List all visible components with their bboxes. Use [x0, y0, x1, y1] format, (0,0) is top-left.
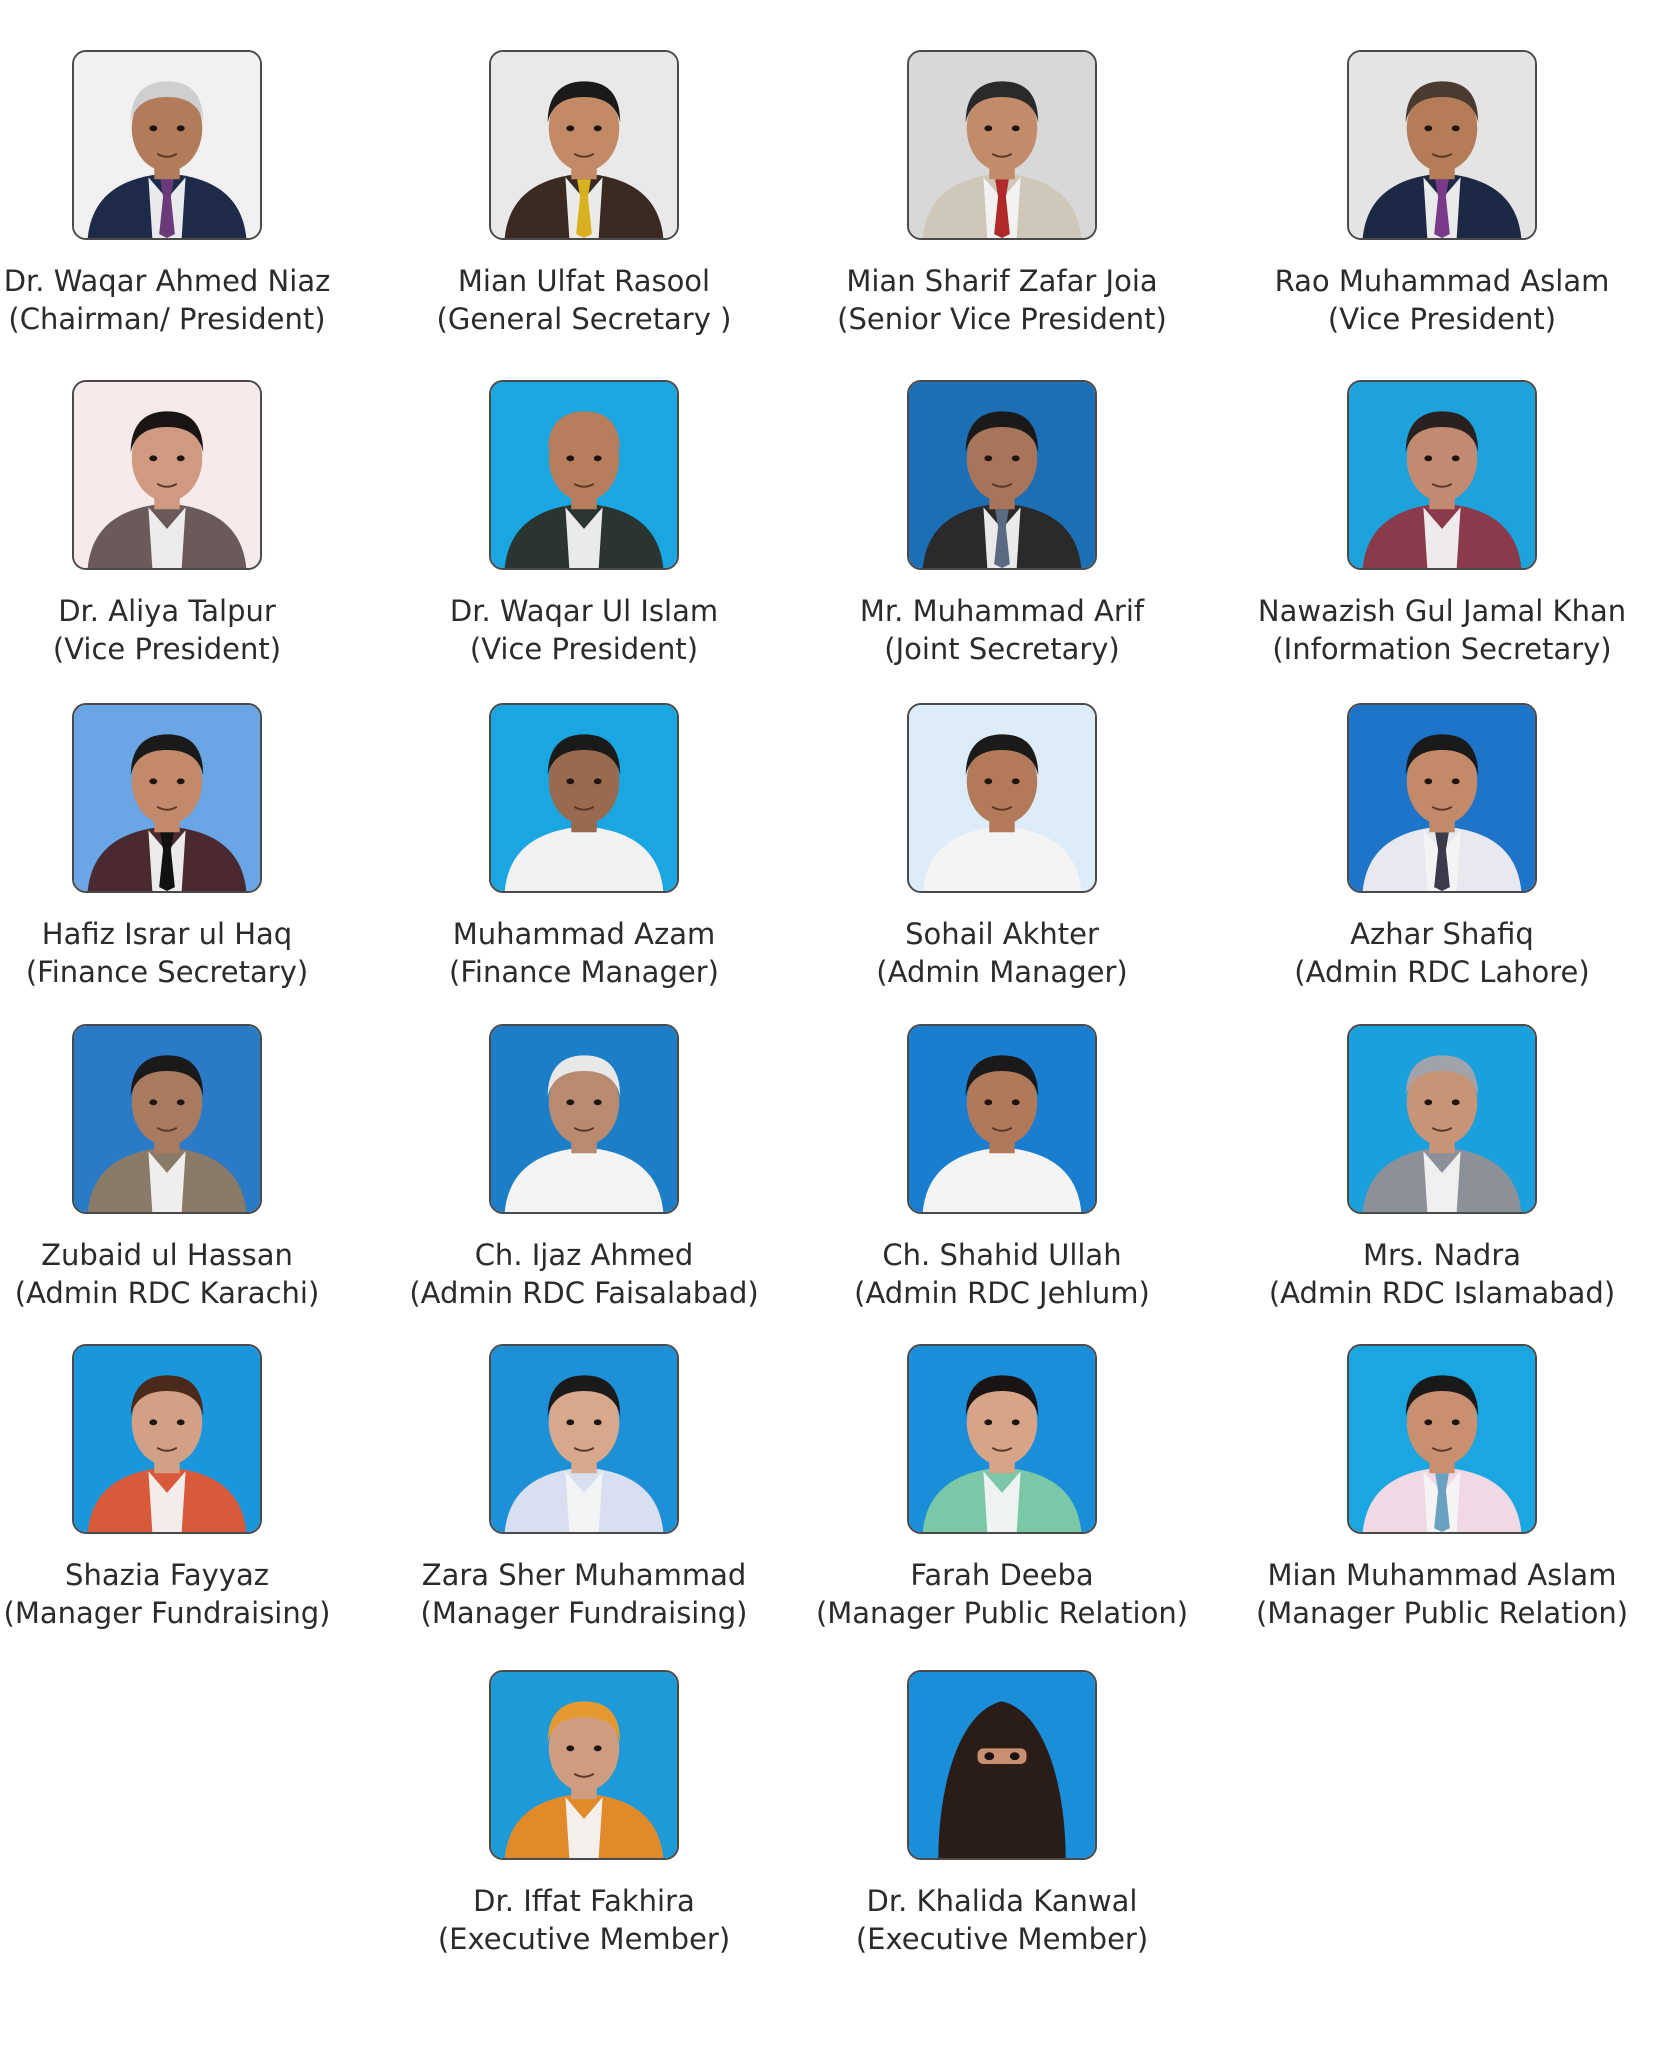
portrait-svg	[909, 1672, 1095, 1858]
member-role: (Joint Secretary)	[884, 632, 1120, 666]
member-name: Mrs. Nadra	[1362, 1238, 1522, 1272]
member-photo	[489, 703, 679, 893]
member-role: (Manager Fundraising)	[420, 1596, 748, 1630]
member-card	[0, 1344, 377, 1632]
member-role: (Admin Manager)	[876, 955, 1128, 989]
member-role: (Vice President)	[1327, 302, 1557, 336]
member-role: (Vice President)	[469, 632, 699, 666]
portrait-svg	[1349, 382, 1535, 568]
member-photo	[1347, 380, 1537, 570]
portrait-svg	[74, 1346, 260, 1532]
member-name: Mr. Muhammad Arif	[859, 594, 1145, 628]
member-name: Ch. Shahid Ullah	[882, 1238, 1122, 1272]
member-card	[374, 1344, 794, 1632]
member-card	[1232, 703, 1652, 991]
member-name: Mian Sharif Zafar Joia	[846, 264, 1158, 298]
member-card	[1232, 1024, 1652, 1312]
member-name: Mian Muhammad Aslam	[1267, 1558, 1617, 1592]
member-photo	[1347, 1024, 1537, 1214]
member-name: Shazia Fayyaz	[65, 1558, 269, 1592]
member-card	[0, 1024, 377, 1312]
member-role: (Executive Member)	[437, 1922, 731, 1956]
member-photo	[489, 1344, 679, 1534]
member-role: (Finance Manager)	[449, 955, 719, 989]
member-role: (Vice President)	[52, 632, 282, 666]
member-role: (Admin RDC Lahore)	[1294, 955, 1590, 989]
member-photo	[489, 1024, 679, 1214]
member-role: (Admin RDC Islamabad)	[1268, 1276, 1616, 1310]
portrait-svg	[909, 705, 1095, 891]
member-name: Dr. Aliya Talpur	[58, 594, 276, 628]
portrait-svg	[909, 1026, 1095, 1212]
member-photo	[1347, 1344, 1537, 1534]
member-photo	[72, 1024, 262, 1214]
member-photo	[907, 703, 1097, 893]
member-role: (Senior Vice President)	[837, 302, 1167, 336]
member-role: (Information Secretary)	[1272, 632, 1612, 666]
portrait-svg	[74, 1026, 260, 1212]
member-role: (Executive Member)	[855, 1922, 1149, 1956]
member-name: Dr. Waqar Ul Islam	[449, 594, 719, 628]
portrait-svg	[1349, 52, 1535, 238]
member-role: (Finance Secretary)	[25, 955, 309, 989]
member-card	[1232, 50, 1652, 338]
portrait-svg	[491, 52, 677, 238]
member-name: Hafiz Israr ul Haq	[41, 917, 293, 951]
member-role: (Admin RDC Karachi)	[14, 1276, 320, 1310]
member-card	[0, 380, 377, 668]
member-card	[792, 380, 1212, 668]
member-role: (Manager Public Relation)	[1255, 1596, 1629, 1630]
member-name: Zubaid ul Hassan	[41, 1238, 293, 1272]
member-name: Muhammad Azam	[452, 917, 716, 951]
member-name: Rao Muhammad Aslam	[1274, 264, 1610, 298]
portrait-svg	[909, 1346, 1095, 1532]
member-name: Zara Sher Muhammad	[421, 1558, 747, 1592]
member-card	[374, 380, 794, 668]
portrait-svg	[909, 52, 1095, 238]
member-photo	[907, 1344, 1097, 1534]
portrait-svg	[74, 705, 260, 891]
member-role: (Manager Public Relation)	[815, 1596, 1189, 1630]
member-photo	[907, 1024, 1097, 1214]
member-name: Sohail Akhter	[905, 917, 1099, 951]
member-role: (Chairman/ President)	[8, 302, 326, 336]
portrait-svg	[909, 382, 1095, 568]
member-name: Mian Ulfat Rasool	[457, 264, 711, 298]
member-card	[374, 50, 794, 338]
member-photo	[1347, 703, 1537, 893]
member-card	[374, 1024, 794, 1312]
member-card	[374, 703, 794, 991]
member-role: (Admin RDC Faisalabad)	[409, 1276, 759, 1310]
member-card	[1232, 380, 1652, 668]
member-role: (Admin RDC Jehlum)	[854, 1276, 1150, 1310]
member-photo	[907, 1670, 1097, 1860]
member-photo	[489, 50, 679, 240]
member-card	[792, 703, 1212, 991]
member-name: Dr. Khalida Kanwal	[866, 1884, 1138, 1918]
member-photo	[489, 1670, 679, 1860]
member-photo	[907, 380, 1097, 570]
portrait-svg	[491, 1026, 677, 1212]
member-card	[374, 1670, 794, 1958]
member-name: Farah Deeba	[910, 1558, 1094, 1592]
member-card	[1232, 1344, 1652, 1632]
member-role: (Manager Fundraising)	[3, 1596, 331, 1630]
member-card	[0, 50, 377, 338]
member-photo	[1347, 50, 1537, 240]
portrait-svg	[491, 1346, 677, 1532]
member-photo	[72, 703, 262, 893]
portrait-svg	[1349, 1346, 1535, 1532]
member-card	[792, 1670, 1212, 1958]
member-card	[0, 703, 377, 991]
member-name: Dr. Waqar Ahmed Niaz	[3, 264, 331, 298]
member-photo	[489, 380, 679, 570]
member-name: Nawazish Gul Jamal Khan	[1257, 594, 1627, 628]
member-card	[792, 1344, 1212, 1632]
member-card	[792, 1024, 1212, 1312]
member-photo	[72, 380, 262, 570]
portrait-svg	[491, 382, 677, 568]
member-name: Ch. Ijaz Ahmed	[474, 1238, 694, 1272]
portrait-svg	[491, 705, 677, 891]
portrait-svg	[74, 382, 260, 568]
member-role: (General Secretary )	[436, 302, 732, 336]
member-name: Dr. Iffat Fakhira	[473, 1884, 695, 1918]
member-name: Azhar Shafiq	[1350, 917, 1534, 951]
member-photo	[72, 1344, 262, 1534]
portrait-svg	[491, 1672, 677, 1858]
member-photo	[72, 50, 262, 240]
member-card	[792, 50, 1212, 338]
portrait-svg	[74, 52, 260, 238]
portrait-svg	[1349, 705, 1535, 891]
portrait-svg	[1349, 1026, 1535, 1212]
member-photo	[907, 50, 1097, 240]
